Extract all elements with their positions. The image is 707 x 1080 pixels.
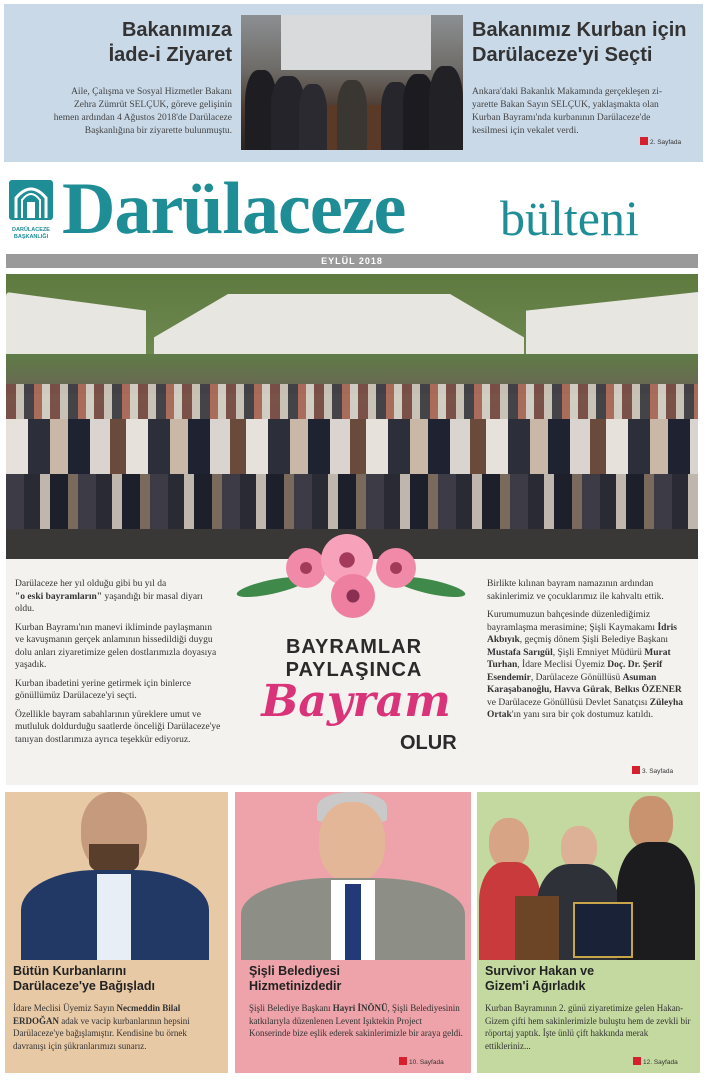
hero-photo — [6, 274, 698, 559]
feature-left-column: Darülaceze her yıl olduğu gibi bu yıl da "o eski bayramların" yaşandığı bir masal diyarı oldu. Kurban Bayramı'nın manevi ikliminde paylaşmanın ve kavuşmanın gerçek anlamının hissedildiği duygu dolu anları ziyaretimize gelen dostlarımızla doyasıya yaşadık. Kurban ibadetini yerine getirmek için binlerce gönüllümüz Darülaceze'yi seçti. Özellikle bayram sabahlarının yüreklere umut ve mutluluk doldurduğu saatlerde önceliği Darülaceze'ye tanıyan dostlarımıza ayrıca teşekkür ediyoruz. — [15, 579, 221, 745]
page-ref-2[interactable]: 2. Sayfada — [640, 137, 681, 146]
headline-script: Bayram — [261, 676, 451, 727]
right-headline[interactable]: Bakanımız Kurban için Darülaceze'yi Seçti — [472, 19, 687, 66]
logo-text: DARÜLACEZE BAŞKANLIĞI — [12, 227, 50, 240]
issue-date: EYLÜL 2018 — [6, 254, 698, 268]
masthead-subtitle: bülteni — [500, 190, 639, 246]
darulaceze-logo — [6, 178, 56, 240]
portrait-photo — [235, 792, 471, 960]
page-ref-10[interactable]: 10. Sayfada — [399, 1057, 444, 1066]
parasol — [526, 292, 698, 354]
award-plaque — [573, 902, 633, 958]
headline-olur: OLUR — [400, 732, 457, 754]
feature-right-column: Birlikte kılınan bayram namazının ardından sakinlerimiz ve çocuklarımız ile kahvaltı ettik. Kurumumuzun bahçesinde düzenlediğimiz bayramlaşma merasimine; Şişli Kaymakamı İdris Akbıyık, geçmiş dönem Şişli Belediye Başkanı Mustafa Sarıgül, Şişli Emniyet Müdürü Murat Turhan, İdare Meclisi Üyemiz Doç. Dr. Şerif Esendemir, Darülaceze Gönüllüsü Asuman Karaşabanoğlu, Havva Gürak, Belkıs ÖZENER ve Darülaceze Gönüllüsü Devlet Sanatçısı Züleyha Ortak'ın yanı sıra bir çok dostumuz katıldı. — [487, 579, 684, 720]
story-box-survivor[interactable]: Survivor Hakan ve Gizem'i Ağırladık Kurban Bayramının 2. günü ziyaretimize gelen Hakan-Gizem çifti hem sakinlerimizle buluştu hem de zevkli bir röportaj yaptık. İşte ünlü çift hakkında merak ettikleriniz... 12. Sayfada — [477, 792, 700, 1073]
parasol — [6, 292, 146, 354]
masthead-title: Darülaceze — [62, 168, 406, 250]
feature-headline: BAYRAMLAR PAYLAŞINCA — [285, 636, 423, 681]
plaque — [515, 896, 559, 960]
window-blinds — [281, 15, 431, 70]
portrait-photo — [477, 792, 700, 960]
left-summary: Aile, Çalışma ve Sosyal Hizmetler Bakanı Zehra Zümrüt SELÇUK, göreve gelişinin hemen ardından 4 Ağustos 2018'de Darülaceze Başkanlığına bir ziyarette bulunmuştu. — [53, 87, 232, 136]
page-ref-3[interactable]: 3. Sayfada — [632, 766, 673, 775]
right-summary: Ankara'daki Bakanlık Makamında gerçekleşen zi- yarette Bakan Sayın SELÇUK, yaklaşmakta olan Kurban Bayramı'nda kurbanının Darülaceze'de kesilmesi için vekalet verdi. — [472, 87, 663, 136]
meeting-photo — [241, 15, 463, 150]
page-ref-12[interactable]: 12. Sayfada — [633, 1057, 678, 1066]
story-box-sisli[interactable]: Şişli Belediyesi Hizmetinizdedir Şişli Belediye Başkanı Hayri İNÖNÜ, Şişli Belediyesinin katkılarıyla düzenlenen Levent Işıktekin Project Konserinde bize eşlik ederek sakinlerimizle bir araya geldi. 10. Sayfada — [235, 792, 471, 1073]
story-box-kurban[interactable]: Bütün Kurbanlarını Darülaceze'ye Bağışladı İdare Meclisi Üyemiz Sayın Necmeddin Bilal ERDOĞAN adak ve vacip kurbanlarının hepsini Darülaceze'ye bağışlamıştır. Kendisine bu örnek davranışı için şükranlarımızı sunarız. — [5, 792, 228, 1073]
building-arch-icon — [6, 178, 56, 222]
flower-ornament — [226, 530, 476, 625]
left-headline[interactable]: Bakanımıza İade-i Ziyaret — [108, 19, 232, 66]
portrait-photo — [15, 792, 215, 960]
parasol — [154, 294, 524, 356]
